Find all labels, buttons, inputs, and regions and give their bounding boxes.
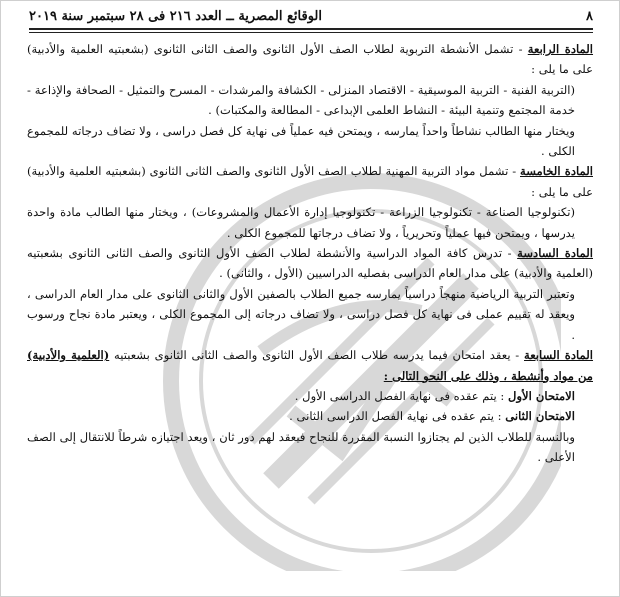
article-fourth-label: المادة الرابعة bbox=[527, 42, 594, 56]
article-seventh-text: - يعقد امتحان فيما يدرسه طلاب الصف الأول الثانوى والصف الثانى الثانوى بشعبتيه bbox=[114, 348, 520, 363]
article-fourth-list: (التربية الفنية - التربية الموسيقية - الاقتصاد المنزلى - الكشافة والمرشدات - المسرح والتمثيل - الصحافة والإذاعة - خدمة المجتمع وتنمية البيئة - النشاط العلمى الإبداعى - المطالعة والمكتبات) . bbox=[27, 82, 575, 118]
exam-second bbox=[27, 406, 593, 426]
article-fifth-label: المادة الخامسة bbox=[520, 164, 593, 179]
article-sixth-note: وتعتبر التربية الرياضية منهجاً دراسياً يمارسه جميع الطلاب بالصفين الأول والثانى الثانوى على مدار العام الدراسى ، ويعقد له تقييم عملى فى نهاية كل فصل دراسى ، ولا تضاف درجاته إلى المجموع الكلى ، ويعتبر مادة نجاح ورسوب . bbox=[27, 286, 575, 342]
article-sixth-text: - تدرس كافة المواد الدراسية والأنشطة لطلاب الصف الأول الثانوى والصف الثانى الثانوى بشعبتيه (العلمية والأدبية) على مدار العام الدراسى بفصليه الدراسيين (الأول ، والثانى) . bbox=[27, 246, 593, 281]
exam-second-label: الامتحان الثانى bbox=[505, 409, 575, 424]
article-seventh-label: المادة السابعة bbox=[524, 348, 594, 363]
page-header bbox=[29, 5, 593, 27]
article-fifth bbox=[27, 161, 593, 202]
article-seventh-note: وبالنسبة للطلاب الذين لم يجتازوا النسبة المقررة للنجاح فيعقد لهم دور ثان ، ويعد اجتيازه شرطاً للانتقال إلى الصف الأعلى . bbox=[27, 429, 575, 465]
article-seventh bbox=[27, 345, 593, 386]
header-title: الوقائع المصرية ــ العدد ٢١٦ فى ٢٨ سبتمبر سنة ٢٠١٩ bbox=[29, 8, 322, 24]
article-fifth-list: (تكنولوجيا الصناعة - تكنولوجيا الزراعة - تكنولوجيا إدارة الأعمال والمشروعات) ، ويختار منها الطالب مادة واحدة يدرسها ، ويمتحن فيها عملياً وتحريرياً ، ولا تضاف درجاتها للمجموع الكلى . bbox=[27, 205, 575, 240]
header-divider bbox=[29, 28, 593, 33]
exam-first-text: : يتم عقده فى نهاية الفصل الدراسى الأول . bbox=[294, 388, 505, 403]
article-seventh-underlined: (العلمية والأدبية) من مواد وأنشطة ، وذلك على النحو التالى : bbox=[27, 348, 593, 383]
exam-first-label: الامتحان الأول bbox=[508, 388, 575, 403]
article-fifth-text: - تشمل مواد التربية المهنية لطلاب الصف الأول الثانوى والصف الثانى الثانوى (بشعبتيه العلمية والأدبية) على ما يلى : bbox=[27, 164, 593, 199]
article-sixth-label: المادة السادسة bbox=[517, 246, 593, 261]
header-page-number: ٨ bbox=[586, 8, 593, 24]
article-sixth bbox=[27, 243, 593, 284]
exam-first bbox=[27, 386, 593, 406]
article-fourth bbox=[27, 39, 593, 80]
document-body bbox=[27, 39, 593, 592]
exam-second-text: : يتم عقده فى نهاية الفصل الدراسى الثانى . bbox=[289, 409, 502, 424]
article-fourth-note: ويختار منها الطالب نشاطاً واحداً يمارسه ، ويمتحن فيه عملياً فى نهاية كل فصل دراسى ، ولا تضاف درجاته للمجموع الكلى . bbox=[27, 123, 575, 159]
article-fourth-text: - تشمل الأنشطة التربوية لطلاب الصف الأول الثانوى والصف الثانى الثانوى (بشعبتيه العلمية والأدبية) على ما يلى : bbox=[27, 42, 593, 77]
